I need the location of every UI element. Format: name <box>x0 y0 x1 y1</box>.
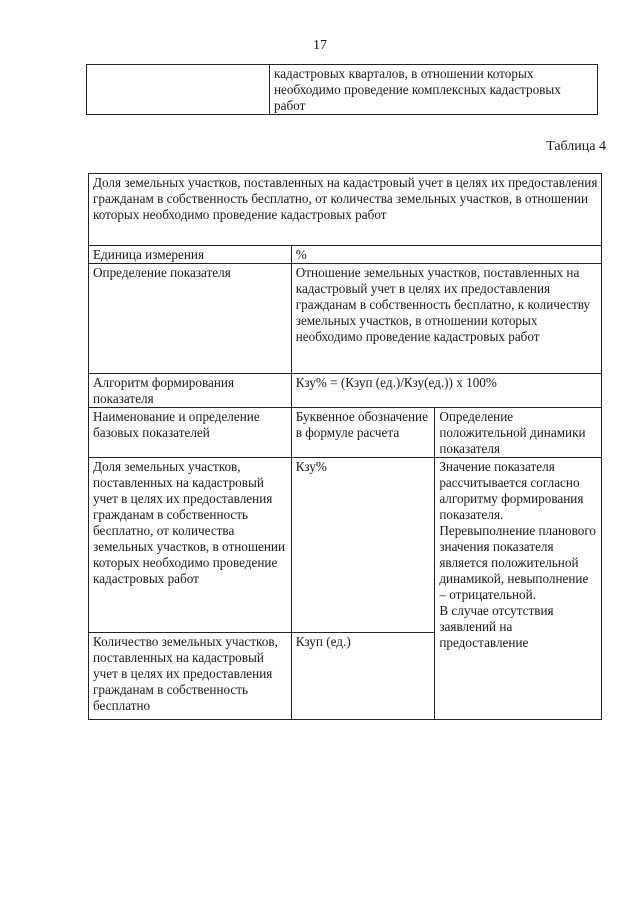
table-row <box>89 264 602 374</box>
page-number: 17 <box>313 38 327 53</box>
dynamics-paragraph: Перевыполнение планового значения показателя является положительной динамикой, невыполнение – отрицательной. <box>439 523 597 602</box>
dynamics-paragraph: Значение показателя рассчитывается согласно алгоритму формирования показателя. <box>439 459 584 522</box>
definition-label-cell: Определение показателя <box>89 264 292 374</box>
base-indicator-symbol: Кзу% <box>291 458 435 633</box>
dynamics-paragraph: В случае отсутствия заявлений на предоставление <box>439 603 554 650</box>
continued-table <box>86 64 598 115</box>
unit-value-cell: % <box>291 246 601 264</box>
empty-cell <box>87 65 270 115</box>
header-cell: Буквенное обозначение в формуле расчета <box>291 408 435 458</box>
table-row <box>89 374 602 408</box>
table-caption: Таблица 4 <box>546 139 606 154</box>
definition-value-cell: Отношение земельных участков, поставленных на кадастровый учет в целях их предоставления гражданам в собственность бесплатно, к количеству земельных участков, в отношении которых необходимо проведение кадастровых работ <box>291 264 601 374</box>
header-cell: Наименование и определение базовых показателей <box>89 408 292 458</box>
table-row <box>87 65 598 115</box>
dynamics-cell <box>435 458 602 720</box>
base-indicator-name: Количество земельных участков, поставленных на кадастровый учет в целях их предоставления гражданам в собственность бесплатно <box>89 633 292 720</box>
table-row <box>89 458 602 633</box>
table-header-row <box>89 408 602 458</box>
base-indicator-symbol: Кзуп (ед.) <box>291 633 435 720</box>
algorithm-label-cell: Алгоритм формирования показателя <box>89 374 292 408</box>
algorithm-value-cell: Кзу% = (Кзуп (ед.)/Кзу(ед.)) х 100% <box>291 374 601 408</box>
indicator-table <box>88 173 602 720</box>
header-cell: Определение положительной динамики показателя <box>435 408 602 458</box>
base-indicator-name: Доля земельных участков, поставленных на кадастровый учет в целях их предоставления гражданам в собственность бесплатно, от количества земельных участков, в отношении которых необходимо проведение кадастровых работ <box>89 458 292 633</box>
indicator-name-cell: Доля земельных участков, поставленных на кадастровый учет в целях их предоставления гражданам в собственность бесплатно, от количества земельных участков, в отношении которых необходимо проведение кадастровых работ <box>89 174 602 246</box>
unit-label-cell: Единица измерения <box>89 246 292 264</box>
table-cell: кадастровых кварталов, в отношении которых необходимо проведение комплексных кадастровых работ <box>270 65 598 115</box>
table-row <box>89 246 602 264</box>
table-row <box>89 174 602 246</box>
